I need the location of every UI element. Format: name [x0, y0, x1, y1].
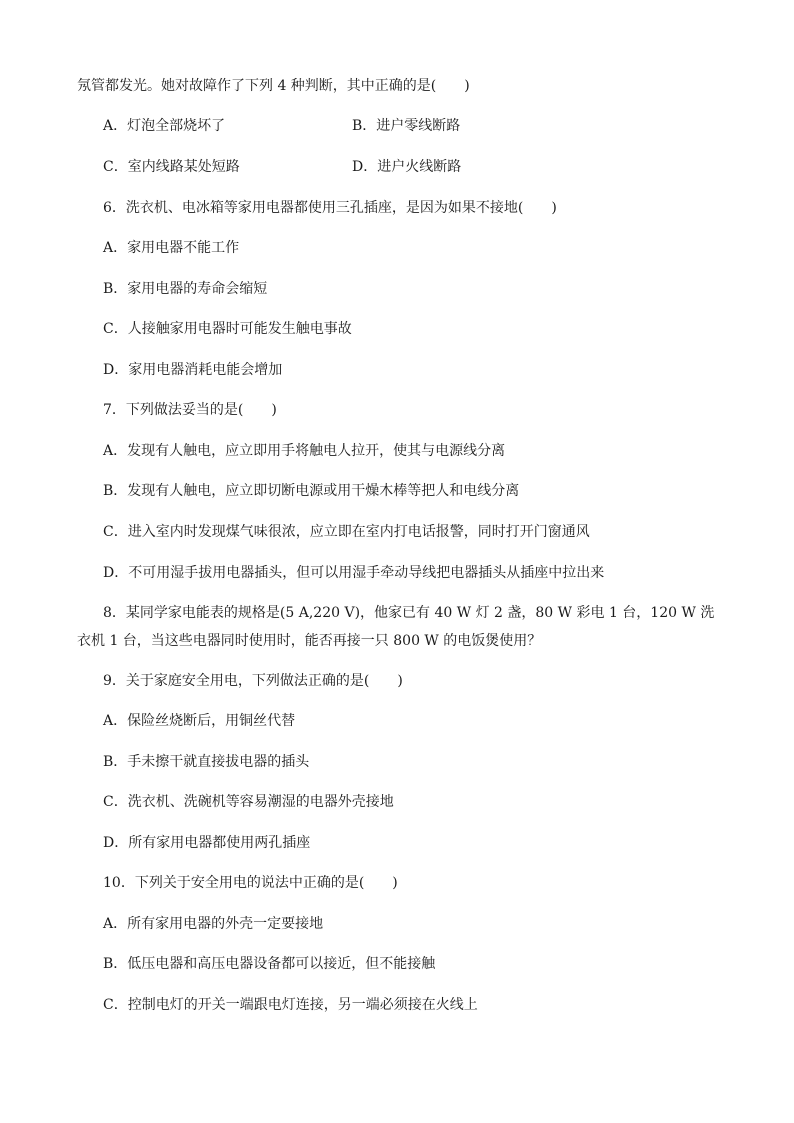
q10-option-b: B．低压电器和高压电器设备都可以接近，但不能接触 [103, 956, 436, 972]
q9-option-a: A．保险丝烧断后，用铜丝代替 [103, 713, 296, 729]
q10-stem: 10．下列关于安全用电的说法中正确的是( ) [103, 875, 398, 891]
q7-option-d: D．不可用湿手拔用电器插头，但可以用湿手牵动导线把电器插头从插座中拉出来 [103, 565, 605, 581]
q7-option-b: B．发现有人触电，应立即切断电源或用干燥木棒等把人和电线分离 [103, 483, 520, 499]
q7-option-c: C．进入室内时发现煤气味很浓，应立即在室内打电话报警，同时打开门窗通风 [103, 524, 590, 540]
q6-option-b: B．家用电器的寿命会缩短 [103, 281, 268, 297]
q6-option-d: D．家用电器消耗电能会增加 [103, 362, 283, 378]
q9-stem: 9．关于家庭安全用电，下列做法正确的是( ) [103, 673, 403, 689]
q6-option-a: A．家用电器不能工作 [103, 240, 240, 256]
q10-option-a: A．所有家用电器的外壳一定要接地 [103, 916, 324, 932]
q10-option-c: C．控制电灯的开关一端跟电灯连接，另一端必须接在火线上 [103, 997, 478, 1013]
q7-stem: 7．下列做法妥当的是( ) [103, 402, 277, 418]
q6-option-c: C．人接触家用电器时可能发生触电事故 [103, 321, 352, 337]
q5-option-a: A．灯泡全部烧坏了 [103, 118, 226, 134]
q5-option-b: B．进户零线断路 [352, 118, 461, 134]
q5-option-d: D．进户火线断路 [352, 159, 462, 175]
q7-option-a: A．发现有人触电，应立即用手将触电人拉开，使其与电源线分离 [103, 443, 506, 459]
q8-stem: 8．某同学家电能表的规格是(5 A,220 V)，他家已有 40 W 灯 2 盏，80 W 彩电 1 台，120 W 洗衣机 1 台，当这些电器同时使用时，能否再接一只 800 W 的电饭煲使用？ [77, 605, 715, 649]
q5-option-c: C．室内线路某处短路 [103, 159, 240, 175]
q6-stem: 6．洗衣机、电冰箱等家用电器都使用三孔插座，是因为如果不接地( ) [103, 200, 557, 216]
q9-option-d: D．所有家用电器都使用两孔插座 [103, 835, 311, 851]
q5-continuation: 氖管都发光。她对故障作了下列 4 种判断，其中正确的是( ) [77, 78, 470, 94]
q9-option-b: B．手未擦干就直接拔电器的插头 [103, 754, 310, 770]
q9-option-c: C．洗衣机、洗碗机等容易潮湿的电器外壳接地 [103, 794, 394, 810]
